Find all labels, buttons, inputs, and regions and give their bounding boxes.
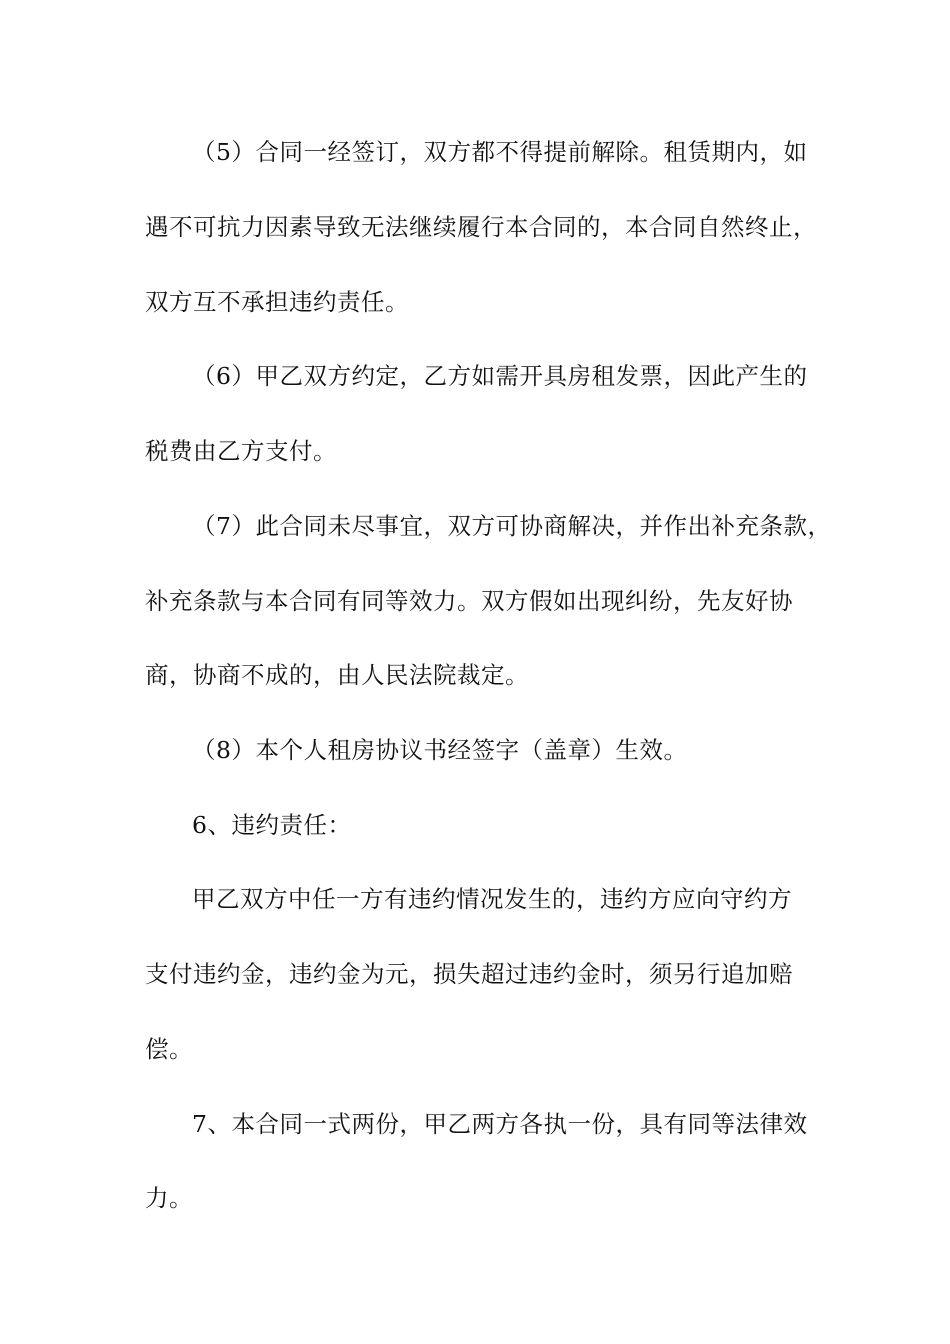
section-6-heading: 6、违约责任：: [192, 811, 352, 839]
clause-7-line-1: （7）此合同未尽事宜，双方可协商解决，并作出补充条款，: [192, 512, 832, 540]
section-7-line-1: 7、本合同一式两份，甲乙两方各执一份，具有同等法律效: [192, 1110, 808, 1138]
section-6-line-1: 甲乙双方中任一方有违约情况发生的，违约方应向守约方: [192, 885, 792, 913]
clause-6-line-2: 税费由乙方支付。: [145, 437, 337, 465]
section-6-line-3: 偿。: [145, 1035, 193, 1063]
clause-6-line-1: （6）甲乙双方约定，乙方如需开具房租发票，因此产生的: [192, 362, 808, 390]
clause-5-line-2: 遇不可抗力因素导致无法继续履行本合同的，本合同自然终止，: [145, 213, 817, 241]
clause-5-line-3: 双方互不承担违约责任。: [145, 288, 409, 316]
section-7-line-2: 力。: [145, 1184, 193, 1212]
clause-7-line-3: 商，协商不成的，由人民法院裁定。: [145, 661, 529, 689]
clause-8-line-1: （8）本个人租房协议书经签字（盖章）生效。: [192, 736, 688, 764]
section-6-line-2: 支付违约金，违约金为元，损失超过违约金时，须另行追加赔: [145, 960, 793, 988]
clause-5-line-1: （5）合同一经签订，双方都不得提前解除。租赁期内，如: [192, 138, 808, 166]
clause-7-line-2: 补充条款与本合同有同等效力。双方假如出现纠纷，先友好协: [145, 587, 793, 615]
